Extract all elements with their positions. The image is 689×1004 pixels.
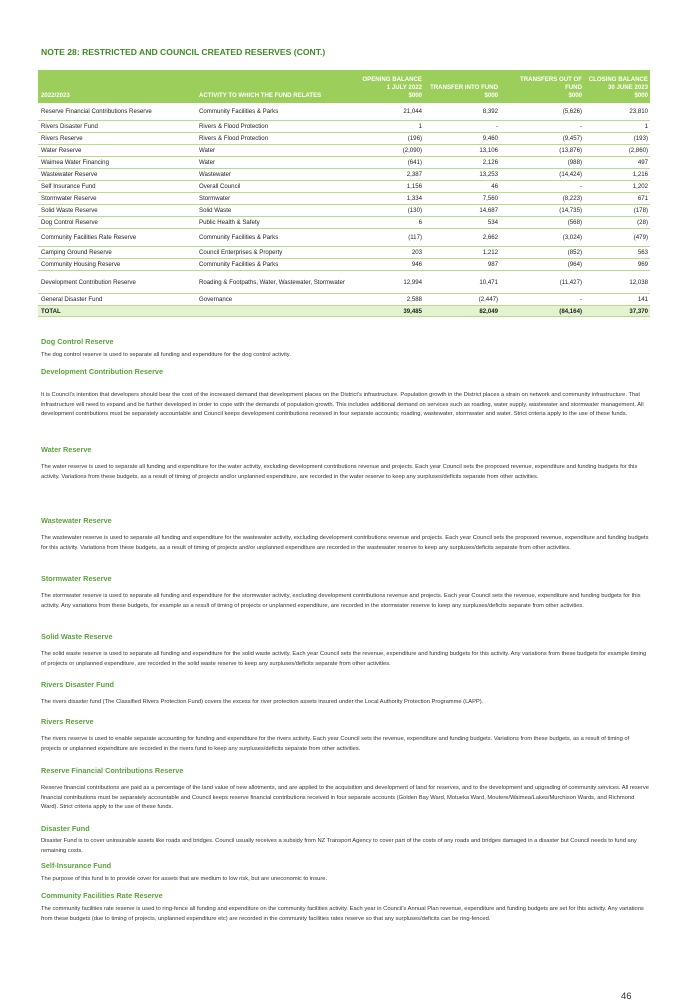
transfer-out: (11,427): [500, 271, 584, 294]
opening-balance: (117): [356, 229, 424, 247]
section-dog-control: [41, 337, 649, 361]
transfer-out: -: [500, 294, 584, 306]
activity: Water: [196, 157, 356, 169]
opening-balance: 6: [356, 217, 424, 229]
page-number: 46: [621, 991, 632, 1002]
page-title: NOTE 28: RESTRICTED AND COUNCIL CREATED RESERVES (CONT.): [41, 47, 326, 57]
section-stormwater: [41, 574, 649, 611]
table-row: [38, 259, 650, 271]
table-row: [38, 229, 650, 247]
closing-balance: (479): [584, 229, 650, 247]
closing-balance: 1,202: [584, 181, 650, 193]
activity: Community Facilities & Parks: [196, 103, 356, 121]
activity: Governance: [196, 294, 356, 306]
section-heading: Self-Insurance Fund: [41, 861, 112, 870]
total-row: [38, 306, 650, 317]
activity: Wastewater: [196, 169, 356, 181]
activity: Roading & Footpaths, Water, Wastewater, Stormwater: [196, 271, 356, 294]
section-rivers-disaster: [41, 680, 649, 708]
header-opening: OPENING BALANCE 1 JULY 2022 $000: [356, 70, 424, 103]
section-heading: Stormwater Reserve: [41, 574, 112, 583]
transfer-in: 46: [424, 181, 500, 193]
closing-balance: (28): [584, 217, 650, 229]
table-row: [38, 181, 650, 193]
section-reserve-financial-contributions: [41, 766, 649, 813]
transfer-in: 7,560: [424, 193, 500, 205]
section-community-facilities-rate: [41, 891, 649, 924]
closing-balance: 1,216: [584, 169, 650, 181]
table-row: [38, 103, 650, 121]
transfer-out: (852): [500, 247, 584, 259]
activity: Community Facilities & Parks: [196, 259, 356, 271]
fund-name: Development Contribution Reserve: [38, 271, 196, 294]
section-heading: Rivers Disaster Fund: [41, 680, 114, 689]
closing-balance: 23,810: [584, 103, 650, 121]
table-row: [38, 217, 650, 229]
closing-balance: 563: [584, 247, 650, 259]
closing-balance: (193): [584, 133, 650, 145]
activity: Water: [196, 145, 356, 157]
activity: Stormwater: [196, 193, 356, 205]
transfer-in: 14,687: [424, 205, 500, 217]
closing-balance: (178): [584, 205, 650, 217]
table-row: [38, 247, 650, 259]
fund-name: Waimea Water Financing: [38, 157, 196, 169]
opening-balance: 1,334: [356, 193, 424, 205]
opening-balance: (2,090): [356, 145, 424, 157]
closing-balance: 671: [584, 193, 650, 205]
fund-name: Camping Ground Reserve: [38, 247, 196, 259]
fund-name: Stormwater Reserve: [38, 193, 196, 205]
section-text: Disaster Fund is to cover uninsurable assets like roads and bridges. Council usually receives a subsidy from NZ Transport Agency to cover part of the costs of any roads and bridges damaged in a disaster but Council needs to fund any remaining costs.: [41, 838, 637, 854]
transfer-in: 2,126: [424, 157, 500, 169]
fund-name: Community Housing Reserve: [38, 259, 196, 271]
fund-name: Solid Waste Reserve: [38, 205, 196, 217]
table-row: [38, 193, 650, 205]
transfer-in: 987: [424, 259, 500, 271]
opening-balance: 2,387: [356, 169, 424, 181]
table-row: [38, 145, 650, 157]
closing-balance: 497: [584, 157, 650, 169]
section-text: It is Council’s intention that developers should bear the cost of the increased demand that development places on the District’s infrastructure. Population growth in the District places a strain on network and community infrastructure. That infrastructure will need to expand and be further developed in order to cope with the demands of population growth. This includes additional demand on services such as roading, water supply, wastewater and stormwater management. All development contributions must be separately accountable and Council keeps development contributions received in four separate accounts; roading, wastewater, stormwater and water. Strict criteria apply to the use of these funds.: [41, 392, 644, 417]
table-row: [38, 205, 650, 217]
closing-balance: 12,038: [584, 271, 650, 294]
opening-balance: (130): [356, 205, 424, 217]
section-heading: Reserve Financial Contributions Reserve: [41, 766, 184, 775]
transfer-out: (568): [500, 217, 584, 229]
total-closing: 37,370: [584, 306, 650, 317]
section-text: The rivers disaster fund (The Classified Rivers Protection Fund) covers the excess for river protection assets insured under the Local Authority Protection Programme (LAPP).: [41, 699, 484, 705]
opening-balance: (196): [356, 133, 424, 145]
transfer-out: (3,024): [500, 229, 584, 247]
closing-balance: (2,860): [584, 145, 650, 157]
transfer-in: 9,460: [424, 133, 500, 145]
fund-name: Self Insurance Fund: [38, 181, 196, 193]
transfer-in: 8,392: [424, 103, 500, 121]
fund-name: Rivers Reserve: [38, 133, 196, 145]
section-water: [41, 445, 649, 482]
opening-balance: (641): [356, 157, 424, 169]
activity: Community Facilities & Parks: [196, 229, 356, 247]
header-closing: CLOSING BALANCE 30 JUNE 2023 $000: [584, 70, 650, 103]
opening-balance: 12,994: [356, 271, 424, 294]
activity: Solid Waste: [196, 205, 356, 217]
table-row: [38, 271, 650, 294]
opening-balance: 1,156: [356, 181, 424, 193]
fund-name: Rivers Disaster Fund: [38, 121, 196, 133]
opening-balance: 946: [356, 259, 424, 271]
section-disaster-fund: [41, 824, 649, 856]
header-transfer-out: TRANSFERS OUT OF FUND $000: [500, 70, 584, 103]
section-heading: Community Facilities Rate Reserve: [41, 891, 163, 900]
fund-name: Reserve Financial Contributions Reserve: [38, 103, 196, 121]
total-opening: 39,485: [356, 306, 424, 317]
opening-balance: 2,588: [356, 294, 424, 306]
closing-balance: 969: [584, 259, 650, 271]
closing-balance: 141: [584, 294, 650, 306]
section-self-insurance: [41, 861, 649, 885]
activity: Overall Council: [196, 181, 356, 193]
fund-name: Dog Control Reserve: [38, 217, 196, 229]
activity: Council Enterprises & Property: [196, 247, 356, 259]
transfer-in: 534: [424, 217, 500, 229]
transfer-out: (9,457): [500, 133, 584, 145]
section-heading: Rivers Reserve: [41, 717, 94, 726]
transfer-out: (5,626): [500, 103, 584, 121]
section-text: The solid waste reserve is used to separate all funding and expenditure for the solid waste activity. Each year Council sets the revenue, expenditure and funding budgets for this activity. Any variations from these budgets for example timing of projects or unplanned expenditure, are recorded in the solid waste reserve to keep any surpluses/deficits separate from other activities.: [41, 651, 647, 667]
total-transfer-out: (84,164): [500, 306, 584, 317]
transfer-in: 2,662: [424, 229, 500, 247]
fund-name: General Disaster Fund: [38, 294, 196, 306]
table-row: [38, 157, 650, 169]
transfer-out: (988): [500, 157, 584, 169]
section-development-contribution: [41, 367, 649, 420]
table-row: [38, 294, 650, 306]
reserves-table: [38, 70, 650, 317]
total-transfer-in: 82,049: [424, 306, 500, 317]
table-header-row: [38, 70, 650, 103]
section-heading: Solid Waste Reserve: [41, 632, 113, 641]
section-text: The wastewater reserve is used to separate all funding and expenditure for the wastewater activity, excluding development contributions revenue and projects. Each year Council sets the proposed revenue, expenditure and funding budgets for this activity. Variations from these budgets, as a result of timing of projects and/or unplanned expenditure are recorded in the wastewater reserve to keep any surpluses/deficits separate from other activities.: [41, 535, 649, 551]
transfer-in: 10,471: [424, 271, 500, 294]
section-heading: Wastewater Reserve: [41, 516, 112, 525]
opening-balance: 21,044: [356, 103, 424, 121]
activity: Rivers & Flood Protection: [196, 121, 356, 133]
transfer-out: -: [500, 121, 584, 133]
fund-name: Community Facilities Rate Reserve: [38, 229, 196, 247]
closing-balance: 1: [584, 121, 650, 133]
section-heading: Development Contribution Reserve: [41, 367, 164, 376]
transfer-in: 13,106: [424, 145, 500, 157]
opening-balance: 1: [356, 121, 424, 133]
transfer-out: -: [500, 181, 584, 193]
section-heading: Dog Control Reserve: [41, 337, 114, 346]
section-solid-waste: [41, 632, 649, 669]
table-row: [38, 133, 650, 145]
header-transfer-in: TRANSFER INTO FUND $000: [424, 70, 500, 103]
transfer-in: 1,212: [424, 247, 500, 259]
total-label: TOTAL: [38, 306, 196, 317]
header-activity: ACTIVITY TO WHICH THE FUND RELATES: [196, 70, 356, 103]
transfer-out: (14,424): [500, 169, 584, 181]
transfer-in: 13,253: [424, 169, 500, 181]
transfer-out: (13,876): [500, 145, 584, 157]
header-fund: 2022/2023: [38, 70, 196, 103]
section-text: The stormwater reserve is used to separate all funding and expenditure for the stormwater activity, excluding development contributions revenue and projects. Each year Council sets the revenue, expenditure and funding budgets for this activity. Any variations from these budgets, for example as a result of timing of projects or unplanned expenditure, are recorded in the stormwater reserve to keep any surpluses/deficits separate from other activities.: [41, 593, 641, 609]
section-text: The community facilities rate reserve is used to ring-fence all funding and expenditure on the community facilities activity. Each year in Council’s Annual Plan revenue, expenditure and funding budgets are set for this activity. Any variations from these budgets (due to timing of projects, unplanned expenditure etc) are recorded in the community facilities rates reserve so that any surpluses/deficits can be ring-fenced.: [41, 906, 644, 922]
transfer-out: (964): [500, 259, 584, 271]
opening-balance: 203: [356, 247, 424, 259]
section-text: The dog control reserve is used to separate all funding and expenditure for the dog control activity.: [41, 352, 291, 358]
section-rivers: [41, 717, 649, 754]
activity: Rivers & Flood Protection: [196, 133, 356, 145]
table-row: [38, 169, 650, 181]
transfer-out: (14,735): [500, 205, 584, 217]
section-text: Reserve financial contributions are paid as a percentage of the land value of new allotments, and are applied to the acquisition and development of land for reserves, and to the development and upgrading of community services. All reserve financial contributions must be separately accountable and Council keeps reserve financial contributions received in four separate accounts (Golden Bay Ward, Motueka Ward, Moutere/Waimea/Lakes/Murchison Wards, and Richmond Ward). Strict criteria apply to the use of these funds.: [41, 785, 649, 810]
section-wastewater: [41, 516, 649, 553]
transfer-in: (2,447): [424, 294, 500, 306]
section-text: The rivers reserve is used to enable separate accounting for funding and expenditure for the rivers activity. Each year Council sets the revenue, expenditure and funding budgets. Variations from these budgets, as a result of timing of projects or unplanned expenditure are recorded in the rivers fund to keep any surpluses/deficits separate from other activities.: [41, 736, 630, 752]
fund-name: Water Reserve: [38, 145, 196, 157]
section-text: The purpose of this fund is to provide cover for assets that are medium to low risk, but are uneconomic to insure.: [41, 876, 328, 882]
transfer-in: -: [424, 121, 500, 133]
section-text: The water reserve is used to separate all funding and expenditure for the water activity, excluding development contributions revenue and projects. Each year Council sets the proposed revenue, expenditure and funding budgets for this activity. Variations from these budgets, as a result of timing of projects and/or unplanned expenditure, are recorded in the water reserve to keep any surpluses/deficits separate from other activities.: [41, 464, 638, 480]
section-heading: Disaster Fund: [41, 824, 90, 833]
activity: Public Health & Safety: [196, 217, 356, 229]
section-heading: Water Reserve: [41, 445, 92, 454]
table-row: [38, 121, 650, 133]
transfer-out: (8,223): [500, 193, 584, 205]
fund-name: Wastewater Reserve: [38, 169, 196, 181]
